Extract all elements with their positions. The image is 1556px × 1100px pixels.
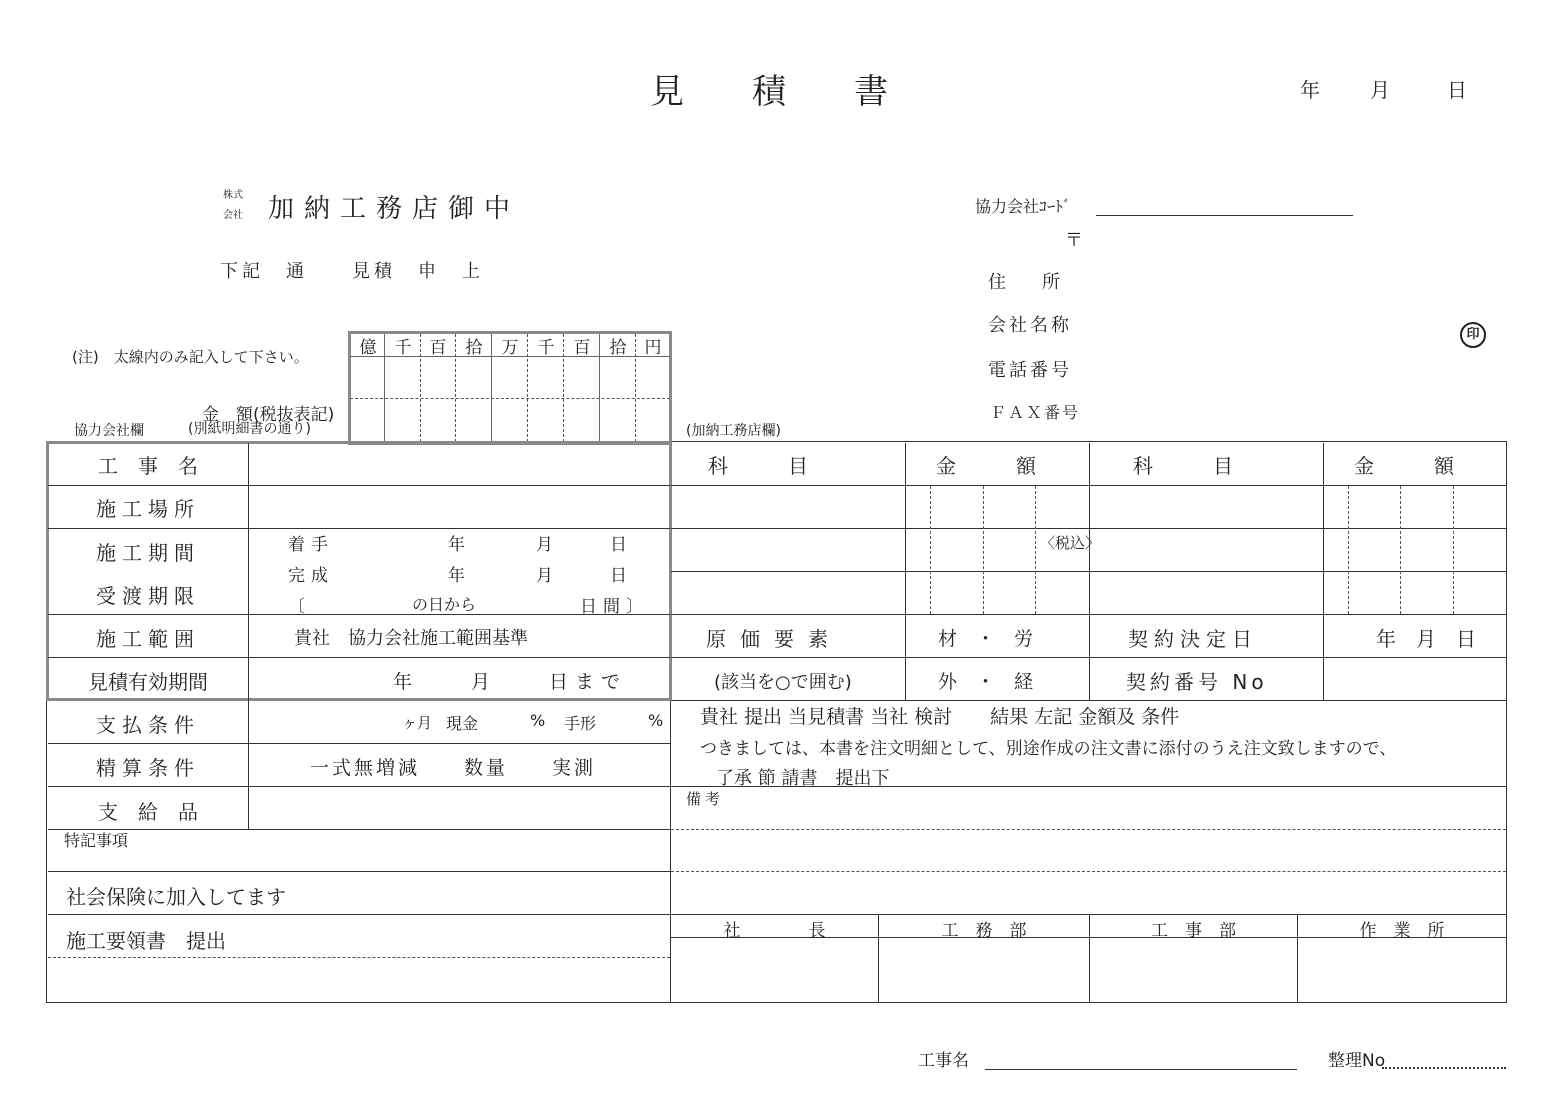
greeting-text: 下記 通 見積 申 上	[220, 261, 484, 282]
kabushiki-label-bottom: 会社	[223, 210, 243, 221]
partner-code-label: 協力会社ｺｰﾄﾞ	[975, 197, 1072, 216]
footer-ref-line	[1382, 1067, 1506, 1069]
note-text: (注) 太線内のみ記入して下さい。	[72, 348, 309, 366]
days-text: 日間〕	[580, 597, 649, 617]
manual-text: 施工要領書 提出	[66, 929, 226, 953]
amount-label: 金 額(税抜表記)	[202, 405, 335, 425]
digit-man: 万	[501, 338, 519, 358]
contract-no-label: 契約番号 No	[1126, 670, 1268, 694]
digit-juu-1: 拾	[465, 338, 483, 358]
digit-sen-1: 千	[394, 338, 412, 358]
delivery-label: 受渡期限	[96, 584, 200, 608]
finish-day: 日	[610, 566, 627, 586]
footer-ref-label: 整理No	[1328, 1051, 1386, 1071]
kano-column-label: (加納工務店欄)	[686, 423, 781, 439]
payment-bill: 手形	[564, 714, 597, 733]
payment-pct-2: %	[648, 711, 664, 730]
fax-label: ＦＡＸ番号	[990, 403, 1081, 422]
kabushiki-label-top: 株式	[223, 190, 243, 201]
bracket-open: 〔	[288, 597, 305, 617]
cost-elements-label: 原価要素	[706, 627, 842, 651]
start-day: 日	[610, 535, 627, 555]
site-label: 施工場所	[96, 497, 200, 521]
digit-juu-2: 拾	[609, 338, 627, 358]
settlement-label: 精算条件	[96, 756, 200, 780]
approval-construction-dept: 工 事 部	[1151, 921, 1236, 941]
settlement-value: 一式無増減 数量 実測	[310, 757, 597, 779]
start-month: 月	[536, 535, 553, 555]
tax-included-label: 〈税込〉	[1040, 534, 1101, 552]
validity-label: 見積有効期間	[88, 670, 208, 694]
cost-option-outsource-expense[interactable]: 外 ・ 経	[938, 671, 1034, 693]
approval-worksite: 作 業 所	[1359, 921, 1445, 941]
item-header-1: 科 目	[708, 454, 808, 478]
cost-option-material-labor[interactable]: 材 ・ 労	[938, 628, 1034, 650]
payment-cash: 現金	[446, 714, 479, 733]
date-month-label: 月	[1370, 78, 1390, 102]
amount-header-2: 金 額	[1354, 454, 1454, 478]
message-line-2: つきましては、本書を注文明細として、別途作成の注文書に添付のうえ注文致しますので、	[700, 739, 1397, 759]
digit-hyaku-1: 百	[429, 338, 447, 358]
from-day-text: の日から	[412, 595, 477, 614]
contract-date-label: 契約決定日	[1128, 627, 1258, 651]
postal-mark: 〒	[1065, 230, 1083, 251]
digit-oku: 億	[359, 338, 377, 358]
scope-value: 貴社 協力会社施工範囲基準	[294, 628, 528, 649]
start-label: 着手	[288, 535, 334, 555]
digit-hyaku-2: 百	[573, 338, 591, 358]
payment-label: 支払条件	[96, 713, 200, 737]
message-line-1: 貴社 提出 当見積書 当社 検討 結果 左記 金額及 条件	[700, 706, 1180, 728]
approval-president: 社 長	[723, 921, 826, 941]
amount-sublabel: (別紙明細書の通り)	[188, 421, 311, 437]
phone-label: 電話番号	[988, 360, 1072, 381]
contract-date-value: 年 月 日	[1376, 627, 1476, 651]
date-year-label: 年	[1300, 78, 1320, 102]
digit-en: 円	[644, 338, 662, 358]
period-label: 施工期間	[96, 541, 200, 565]
addressee-name: 加納工務店御中	[268, 194, 521, 224]
address-label: 住 所	[988, 272, 1060, 293]
digit-sen-2: 千	[537, 338, 555, 358]
payment-pct-1: %	[530, 711, 546, 730]
approval-admin-dept: 工 務 部	[941, 921, 1027, 941]
footer-project-line	[985, 1069, 1297, 1070]
scope-label: 施工範囲	[96, 627, 200, 651]
message-line-3: 了承 節 請書 提出下	[716, 768, 890, 789]
partner-column-label: 協力会社欄	[74, 423, 144, 439]
finish-label: 完成	[288, 566, 334, 586]
supplied-label: 支 給 品	[98, 800, 198, 824]
amount-header-1: 金 額	[936, 454, 1036, 478]
finish-year: 年	[448, 566, 465, 586]
partner-code-line	[1096, 215, 1353, 216]
document-title: 見 積 書	[650, 72, 888, 112]
remarks-label: 備考	[686, 790, 725, 808]
seal-mark: 印	[1460, 322, 1486, 348]
validity-value: 年 月 日まで	[393, 671, 628, 693]
finish-month: 月	[536, 566, 553, 586]
partner-entry-frame	[46, 441, 672, 701]
company-name-label: 会社名称	[988, 315, 1072, 336]
special-notes-label: 特記事項	[64, 831, 129, 850]
project-name-label: 工 事 名	[98, 454, 198, 478]
insurance-text: 社会保険に加入してます	[66, 885, 286, 909]
footer-project-label: 工事名	[918, 1051, 969, 1071]
payment-month: ヶ月	[402, 714, 433, 732]
cost-note-label: (該当を○で囲む)	[714, 672, 852, 693]
date-day-label: 日	[1447, 78, 1467, 102]
start-year: 年	[448, 535, 465, 555]
item-header-2: 科 目	[1133, 454, 1233, 478]
